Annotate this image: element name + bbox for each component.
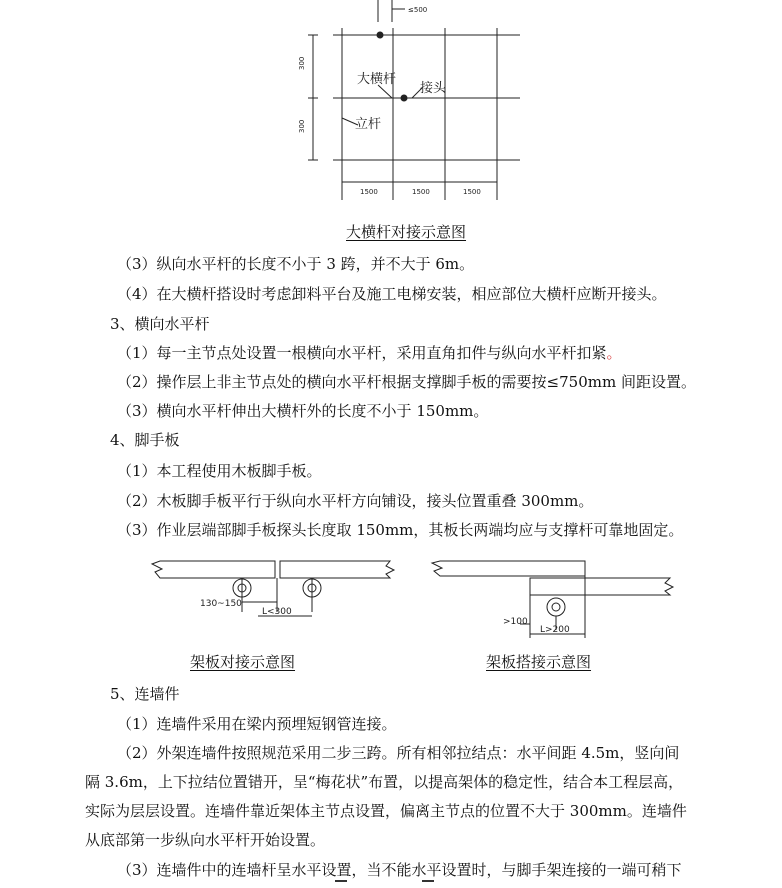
dim-l-200: L>200	[540, 625, 570, 635]
paragraph-line: （1）连墙件采用在梁内预埋短钢管连接。	[117, 715, 397, 733]
paragraph-line	[117, 343, 622, 363]
paragraph-line: （4）在大横杆搭设时考虑卸料平台及施工电梯安装，相应部位大横杆应断开接头。	[117, 285, 667, 303]
v-dim-label-1: 300	[298, 56, 306, 70]
section-heading: 4、脚手板	[110, 431, 180, 449]
figure-board-joints	[0, 550, 782, 660]
label-big-bar: 大横杆	[357, 72, 397, 87]
h-dim-label-2: 1500	[412, 188, 430, 196]
red-punctuation: 。	[606, 344, 622, 362]
section-heading: 3、横向水平杆	[110, 315, 210, 333]
joint-dot-middle	[401, 95, 408, 102]
paragraph-line: （2）外架连墙件按照规范采用二步三跨。所有相邻拉结点：水平间距 4.5m，竖向间	[117, 744, 680, 762]
h-dim-label-3: 1500	[463, 188, 481, 196]
dim-100: >100	[503, 617, 528, 627]
v-dim-label-2: 300	[298, 119, 306, 133]
figure-caption-big-bar: 大横杆对接示意图	[346, 223, 467, 241]
paragraph-line: （3）纵向水平杆的长度不小于 3 跨，并不大于 6m。	[117, 255, 475, 273]
label-joint: 接头	[420, 81, 447, 96]
paragraph-text: （1）每一主节点处设置一根横向水平杆，采用直角扣件与纵向水平杆扣紧	[117, 344, 607, 362]
paragraph-line: （2）操作层上非主节点处的横向水平杆根据支撑脚手板的需要按≤750mm 间距设置。	[117, 373, 696, 391]
paragraph-line: 从底部第一步纵向水平杆开始设置。	[85, 831, 326, 849]
paragraph-line: 实际为层层设置。连墙件靠近架体主节点设置，偏离主节点的位置不大于 300mm。连墙件	[85, 802, 687, 820]
paragraph-line: （1）本工程使用木板脚手板。	[117, 462, 322, 480]
h-dim-label-1: 1500	[360, 188, 378, 196]
page-fold-mark	[335, 880, 347, 888]
dim-l-300: L<300	[262, 607, 292, 617]
page-fold-mark	[422, 880, 434, 888]
figure-big-bar-joint	[0, 0, 782, 230]
paragraph-line: （3）连墙件中的连墙杆呈水平设置，当不能水平设置时，与脚手架连接的一端可稍下	[117, 861, 682, 879]
top-dim-label: ≤500	[408, 6, 428, 14]
label-pole: 立杆	[355, 117, 382, 132]
joint-dot-top	[377, 32, 384, 39]
figure-caption-board-butt: 架板对接示意图	[190, 653, 296, 671]
paragraph-line: 隔 3.6m，上下拉结位置错开，呈“梅花状”布置，以提高架体的稳定性，结合本工程层高，	[85, 773, 684, 791]
figure-caption-board-lap: 架板搭接示意图	[486, 653, 592, 671]
dim-130-150: 130~150	[200, 599, 242, 609]
paragraph-line: （3）横向水平杆伸出大横杆外的长度不小于 150mm。	[117, 402, 489, 420]
paragraph-line: （3）作业层端部脚手板探头长度取 150mm，其板长两端均应与支撑杆可靠地固定。	[117, 521, 684, 539]
paragraph-line: （2）木板脚手板平行于纵向水平杆方向铺设，接头位置重叠 300mm。	[117, 492, 594, 510]
section-heading: 5、连墙件	[110, 685, 180, 703]
